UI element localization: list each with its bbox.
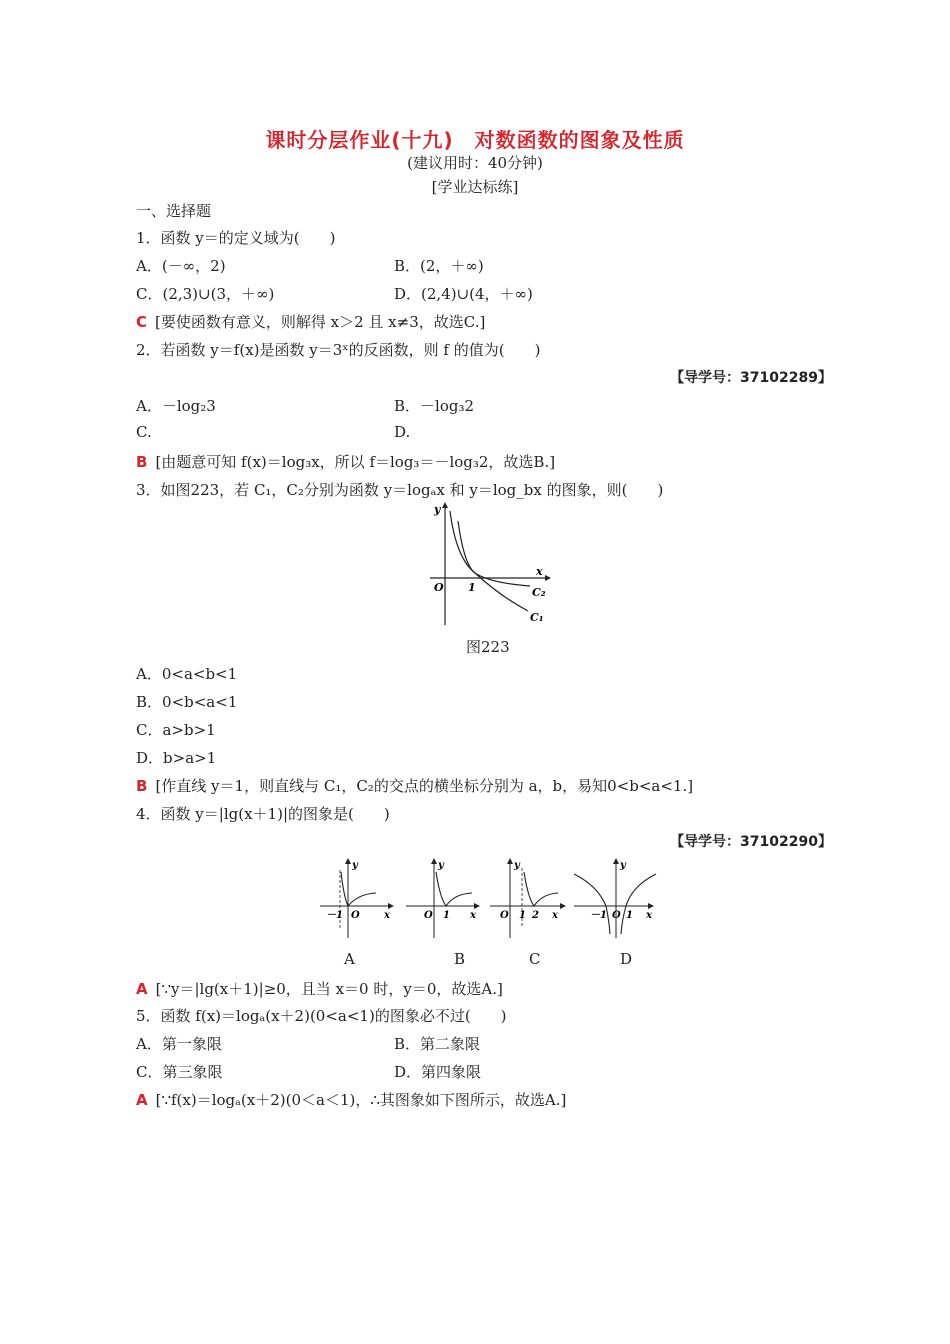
q2-guide-number: 【导学号：37102289】: [670, 370, 832, 386]
q3-solution: [136, 775, 693, 796]
q3-answer: B: [136, 777, 148, 795]
q4-graph-d-caption: D: [620, 950, 633, 968]
q4-graph-d-x-label: x: [646, 910, 652, 921]
q1-explanation: [要使函数有意义，则解得 x＞2 且 x≠3，故选C.]: [155, 313, 486, 331]
q4-graph-a-tick: －1: [326, 910, 343, 921]
q4-graph-a-x-label: x: [384, 910, 390, 921]
q4-guide-number: 【导学号：37102290】: [670, 834, 832, 850]
q1-stem: 1．函数 y＝的定义域为( ): [136, 229, 336, 247]
q5-solution: [136, 1089, 566, 1110]
q2-option-b: B．－log₃2: [394, 397, 475, 415]
q5-option-d: D．第四象限: [394, 1063, 482, 1081]
q4-explanation: [∵y＝|lg(x＋1)|≥0，且当 x＝0 时，y＝0，故选A.]: [155, 980, 503, 998]
q4-graph-b-origin: O: [424, 910, 433, 921]
q4-graph-b-tick: 1: [443, 910, 450, 921]
q4-graph-d: [572, 860, 658, 940]
q4-graph-c: [488, 860, 568, 940]
q4-graph-d-y-label: y: [620, 860, 626, 871]
q3-figure-tick-1: 1: [468, 581, 476, 594]
q1-answer: C: [136, 313, 148, 331]
q3-figure-c2-label: C₂: [532, 586, 546, 599]
q4-graph-c-origin: O: [500, 910, 509, 921]
q2-solution: [136, 451, 555, 472]
q4-graph-d-tick-2: 1: [626, 910, 633, 921]
q2-explanation: [由题意可知 f(x)＝log₃x，所以 f＝log₃＝－log₃2，故选B.]: [155, 453, 556, 471]
q2-stem: 2．若函数 y＝f(x)是函数 y＝3ˣ的反函数，则 f 的值为( ): [136, 341, 541, 359]
q3-figure-origin: O: [434, 581, 444, 594]
q4-graph-b-caption: B: [454, 950, 466, 968]
section-heading: 一、选择题: [136, 202, 212, 220]
q1-option-b: B．(2，＋∞): [394, 257, 484, 275]
q3-figure-c1-label: C₁: [530, 611, 544, 624]
level-label: [学业达标练]: [431, 178, 519, 196]
q4-graph-c-x-label: x: [552, 910, 558, 921]
q3-figure: [420, 503, 560, 633]
q3-option-d: D．b>a>1: [136, 749, 217, 767]
q4-graph-b-x-label: x: [470, 910, 476, 921]
q2-option-a: A．－log₂3: [136, 397, 216, 415]
q3-explanation: [作直线 y＝1，则直线与 C₁，C₂的交点的横坐标分别为 a，b，易知0<b<a<1.]: [155, 777, 694, 795]
q4-graph-d-tick-1: －1: [590, 910, 607, 921]
q5-answer: A: [136, 1091, 148, 1109]
q4-solution: [136, 978, 503, 999]
q4-answer: A: [136, 980, 148, 998]
q4-graph-d-origin: O: [612, 910, 621, 921]
q4-graph-c-tick-1: 1: [519, 910, 526, 921]
q5-stem: 5．函数 f(x)＝logₐ(x＋2)(0<a<1)的图象必不过( ): [136, 1007, 507, 1025]
q3-figure-caption: 图223: [466, 638, 510, 656]
q3-option-c: C．a>b>1: [136, 721, 216, 739]
q5-explanation: [∵f(x)＝logₐ(x＋2)(0＜a＜1)，∴其图象如下图所示，故选A.]: [155, 1091, 567, 1109]
q3-figure-x-label: x: [536, 565, 543, 578]
q4-graph-a-y-label: y: [352, 860, 358, 871]
page-title: 课时分层作业(十九) 对数函数的图象及性质: [265, 128, 685, 152]
q4-stem: 4．函数 y＝|lg(x＋1)|的图象是( ): [136, 805, 390, 823]
q4-graph-c-tick-2: 2: [532, 910, 539, 921]
q5-option-b: B．第二象限: [394, 1035, 481, 1053]
q2-answer: B: [136, 453, 148, 471]
q2-option-d: D.: [394, 423, 411, 441]
q1-solution: [136, 311, 485, 332]
q4-graph-c-caption: C: [529, 950, 541, 968]
q4-graph-a-caption: A: [344, 950, 355, 968]
q3-option-b: B．0<b<a<1: [136, 693, 238, 711]
q4-graph-b-y-label: y: [438, 860, 444, 871]
q5-option-a: A．第一象限: [136, 1035, 222, 1053]
q5-option-c: C．第三象限: [136, 1063, 223, 1081]
q3-option-a: A．0<a<b<1: [136, 665, 238, 683]
time-hint: (建议用时：40分钟): [407, 154, 543, 172]
q2-option-c: C.: [136, 423, 152, 441]
q1-option-d: D．(2,4)∪(4，＋∞): [394, 285, 533, 303]
q4-graph-c-y-label: y: [514, 860, 520, 871]
q1-option-c: C．(2,3)∪(3，＋∞): [136, 285, 275, 303]
q4-graph-b: [404, 860, 482, 940]
q4-graph-a-origin: O: [351, 910, 360, 921]
q4-graph-a: [318, 860, 396, 940]
q3-stem: 3．如图223，若 C₁，C₂分别为函数 y＝logₐx 和 y＝log_bx 的图象，则( ): [136, 481, 664, 499]
q1-option-a: A．(－∞，2): [136, 257, 226, 275]
q3-figure-y-label: y: [434, 503, 441, 516]
